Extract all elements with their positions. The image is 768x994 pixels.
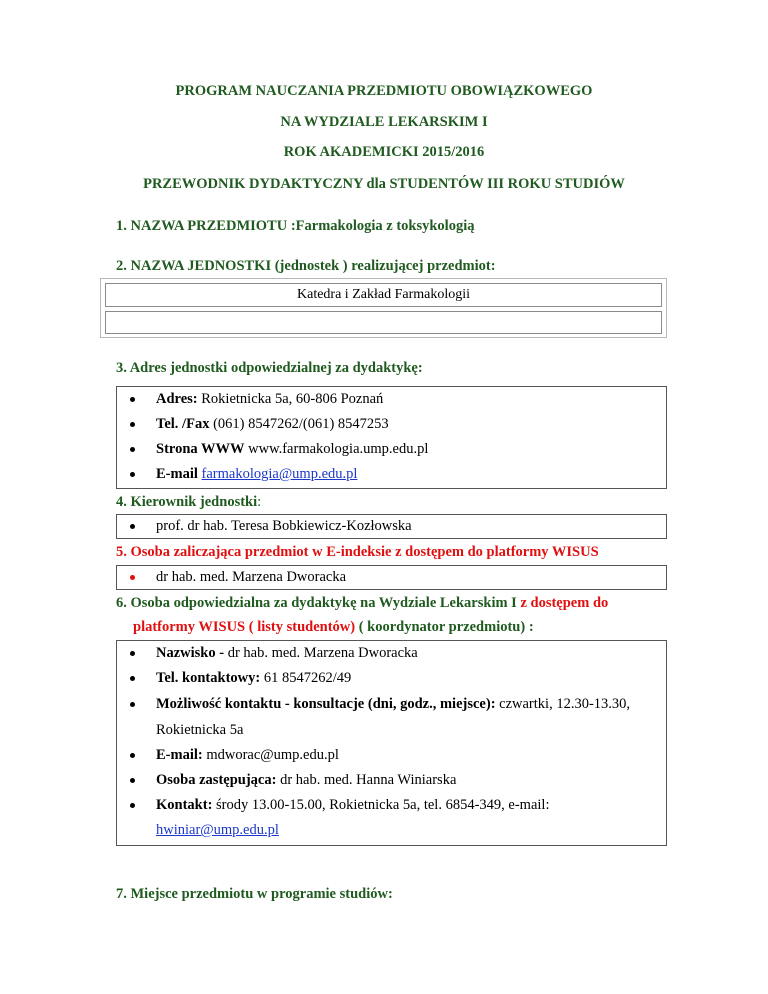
grader-name: dr hab. med. Marzena Dworacka (156, 569, 347, 585)
surname-label: Nazwisko - (156, 645, 225, 661)
www-label: Strona WWW (156, 441, 245, 457)
coordinator-email-label: E-mail: (156, 747, 203, 763)
bullet-icon (130, 676, 135, 681)
bullet-icon (130, 575, 135, 580)
bullet-icon (130, 651, 135, 656)
deputy-contact-value: środy 13.00-15.00, Rokietnicka 5a, tel. 6854-349, e-mail: (212, 797, 550, 813)
section-7-heading: 7. Miejsce przedmiotu w programie studiów: (116, 886, 393, 902)
unit-table (100, 278, 667, 338)
consultation-continued: Rokietnicka 5a (156, 722, 244, 738)
surname-value: dr hab. med. Marzena Dworacka (224, 645, 418, 661)
consultation-label: Możliwość kontaktu - konsultacje (dni, godz., miejsce): (156, 696, 496, 712)
bullet-icon (130, 753, 135, 758)
deputy-email-link[interactable]: hwiniar@ump.edu.pl (156, 822, 279, 838)
doc-title-line-3: ROK AKADEMICKI 2015/2016 (283, 144, 485, 160)
coordinator-email-value: mdworac@ump.edu.pl (202, 747, 339, 763)
deputy-email-line (156, 822, 279, 839)
email-link[interactable]: farmakologia@ump.edu.pl (201, 466, 358, 482)
deputy-value: dr hab. med. Hanna Winiarska (276, 772, 457, 788)
unit-cell: Katedra i Zakład Farmakologii (105, 283, 662, 307)
email-label: E-mail (156, 466, 198, 482)
deputy-label: Osoba zastępująca: (156, 772, 277, 788)
contact-phone-value: 61 8547262/49 (260, 670, 352, 686)
section-6-heading (116, 595, 608, 612)
consultation-value: czwartki, 12.30-13.30, (495, 696, 631, 712)
www-value: www.farmakologia.ump.edu.pl (244, 441, 429, 457)
address-label: Adres: (156, 391, 198, 407)
bullet-icon (130, 778, 135, 783)
bullet-icon (130, 397, 135, 402)
contact-phone-label: Tel. kontaktowy: (156, 670, 261, 686)
doc-title-line-1: PROGRAM NAUCZANIA PRZEDMIOTU OBOWIĄZKOWEGO (175, 83, 593, 99)
phone-value: (061) 8547262/(061) 8547253 (209, 416, 389, 432)
section-6-title-b: z dostępem do (516, 595, 609, 611)
section-6-title-d: ( koordynator przedmiotu) : (355, 619, 534, 635)
section-1-heading: 1. NAZWA PRZEDMIOTU :Farmakologia z toksykologią (116, 218, 475, 234)
section-6-title-a: 6. Osoba odpowiedzialna za dydaktykę na Wydziale Lekarskim I (116, 595, 517, 611)
doc-title-line-4: PRZEWODNIK DYDAKTYCZNY dla STUDENTÓW III ROKU STUDIÓW (143, 176, 625, 192)
section-4-title: 4. Kierownik jednostki (116, 494, 258, 510)
section-2-heading: 2. NAZWA JEDNOSTKI (jednostek ) realizującej przedmiot: (116, 258, 496, 274)
bullet-icon (130, 472, 135, 477)
section-5-heading: 5. Osoba zaliczająca przedmiot w E-indeksie z dostępem do platformy WISUS (116, 544, 599, 560)
section-6-title-c: platformy WISUS ( listy studentów) (133, 619, 356, 635)
section-6-heading-cont (133, 619, 534, 636)
bullet-icon (130, 803, 135, 808)
bullet-icon (130, 422, 135, 427)
unit-cell-empty (105, 311, 662, 334)
phone-label: Tel. /Fax (156, 416, 210, 432)
section-4-colon: : (257, 494, 262, 510)
section-3-heading: 3. Adres jednostki odpowiedzialnej za dydaktykę: (116, 360, 423, 376)
bullet-icon (130, 702, 135, 707)
bullet-icon (130, 524, 135, 529)
address-value: Rokietnicka 5a, 60-806 Poznań (197, 391, 384, 407)
doc-title-line-2: NA WYDZIALE LEKARSKIM I (280, 114, 488, 130)
section-4-heading (116, 494, 261, 511)
head-name: prof. dr hab. Teresa Bobkiewicz-Kozłowska (156, 518, 412, 534)
bullet-icon (130, 447, 135, 452)
deputy-contact-label: Kontakt: (156, 797, 213, 813)
